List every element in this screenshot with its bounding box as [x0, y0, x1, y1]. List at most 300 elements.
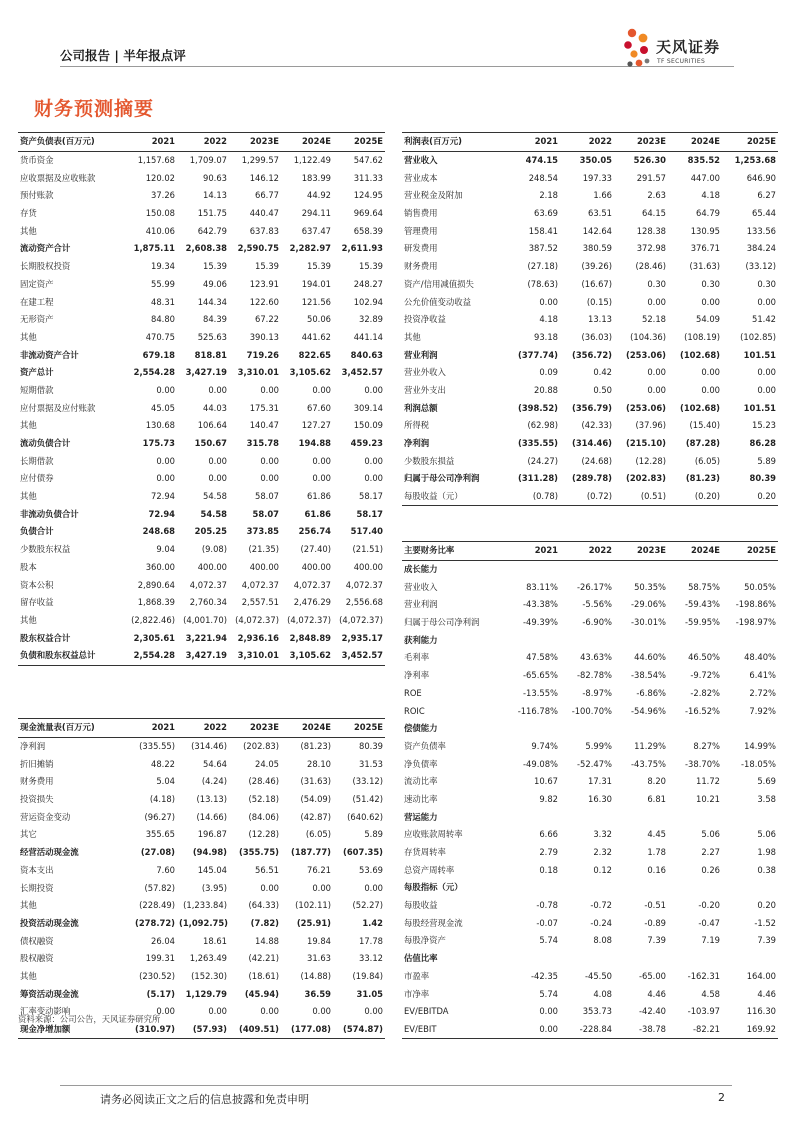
value-cell: 19.84: [307, 935, 331, 946]
value-cell: 372.98: [636, 243, 666, 254]
row-label: 营业收入: [404, 155, 438, 166]
row-label: 存货周转率: [404, 847, 446, 858]
value-cell: 0.00: [701, 367, 720, 378]
row-label: 总资产周转率: [404, 864, 455, 875]
table-row: [402, 914, 778, 932]
value-cell: 1,253.68: [734, 155, 776, 166]
column-header-cell: 2023E: [614, 542, 668, 561]
table-row: [402, 169, 778, 187]
value-cell: 6.66: [539, 829, 558, 840]
value-cell: (54.09): [300, 794, 331, 805]
table-row: [18, 240, 385, 258]
value-cell: (24.68): [581, 455, 612, 466]
value-cell: [668, 560, 722, 578]
table-row: [402, 861, 778, 879]
value-cell: 31.53: [359, 758, 383, 769]
value-cell: (314.46): [191, 741, 227, 752]
value-cell: -0.72: [590, 900, 612, 911]
value-cell: 0.20: [757, 900, 776, 911]
row-label: 归属于母公司净利润: [404, 473, 480, 484]
value-cell: (33.12): [745, 261, 776, 272]
row-label: 筹资活动现金流: [20, 988, 79, 999]
value-cell: 3.32: [593, 829, 612, 840]
value-cell: 0.09: [539, 367, 558, 378]
value-cell: 3,310.01: [237, 367, 279, 378]
value-cell: 49.06: [203, 278, 227, 289]
table-row: [402, 844, 778, 862]
value-cell: [560, 808, 614, 826]
value-cell: 1,709.07: [189, 155, 227, 166]
value-cell: (52.27): [352, 900, 383, 911]
value-cell: (102.85): [740, 331, 776, 342]
table-row: [402, 1003, 778, 1021]
row-label: 投资损失: [20, 794, 54, 805]
value-cell: 31.05: [356, 988, 383, 999]
value-cell: [506, 879, 560, 897]
value-cell: 120.02: [145, 172, 175, 183]
value-cell: -6.86%: [636, 687, 666, 698]
value-cell: -54.96%: [631, 705, 666, 716]
value-cell: 2,557.51: [241, 597, 279, 608]
row-label: 经营活动现金流: [20, 847, 79, 858]
value-cell: 44.03: [203, 402, 227, 413]
row-label: 负债和股东权益总计: [18, 647, 125, 665]
value-cell: 84.80: [151, 314, 175, 325]
value-cell: [506, 950, 560, 968]
value-cell: 390.13: [249, 331, 279, 342]
row-label: 营业外支出: [404, 384, 446, 395]
value-cell: [722, 950, 778, 968]
row-label: 获利能力: [404, 634, 438, 645]
table-row: [402, 151, 778, 169]
row-label: 股本: [20, 561, 37, 572]
column-header-cell: 2022: [560, 133, 614, 152]
value-cell: -59.95%: [685, 617, 720, 628]
value-cell: 45.05: [151, 402, 175, 413]
row-label: 无形资产: [20, 314, 54, 325]
table-row: [18, 541, 385, 559]
value-cell: [614, 808, 668, 826]
value-cell: -13.55%: [523, 687, 558, 698]
value-cell: 33.12: [359, 953, 383, 964]
value-cell: 102.94: [353, 296, 383, 307]
row-label: 汇率变动影响: [20, 1006, 71, 1017]
value-cell: 58.07: [255, 491, 279, 502]
table-row: [18, 968, 385, 986]
value-cell: [506, 560, 560, 578]
value-cell: 0.00: [539, 1006, 558, 1017]
value-cell: 835.52: [687, 155, 720, 166]
value-cell: -116.78%: [517, 705, 558, 716]
table-row: [402, 667, 778, 685]
value-cell: (202.83): [626, 473, 666, 484]
value-cell: (311.28): [518, 473, 558, 484]
value-cell: 175.73: [142, 438, 175, 449]
table-row: [402, 311, 778, 329]
value-cell: [722, 631, 778, 649]
value-cell: (4,001.70): [183, 614, 227, 625]
value-cell: 194.01: [301, 278, 331, 289]
value-cell: 1.42: [362, 917, 383, 928]
value-cell: (42.33): [581, 420, 612, 431]
value-cell: 86.28: [749, 438, 776, 449]
row-label: ROE: [404, 687, 422, 698]
value-cell: (0.20): [668, 488, 722, 506]
row-label: 其他: [20, 491, 37, 502]
value-cell: 400.00: [353, 561, 383, 572]
value-cell: (6.05): [305, 829, 331, 840]
value-cell: (640.62): [347, 811, 383, 822]
value-cell: 0.00: [647, 296, 666, 307]
value-cell: 2.79: [539, 847, 558, 858]
value-cell: (0.51): [614, 488, 668, 506]
row-label: 净利润: [404, 438, 430, 449]
row-label: 其他: [404, 331, 421, 342]
value-cell: (57.93): [177, 1021, 229, 1039]
value-cell: 0.20: [722, 488, 778, 506]
value-cell: (356.79): [572, 402, 612, 413]
value-cell: 205.25: [194, 526, 227, 537]
value-cell: (377.74): [518, 349, 558, 360]
value-cell: (187.77): [291, 847, 331, 858]
value-cell: -38.78: [614, 1021, 668, 1039]
value-cell: 0.00: [312, 1006, 331, 1017]
company-logo: [622, 26, 742, 72]
row-label: 营业利润: [404, 349, 438, 360]
table-row: [18, 399, 385, 417]
value-cell: 150.09: [353, 420, 383, 431]
value-cell: -9.72%: [690, 670, 720, 681]
value-cell: 122.60: [249, 296, 279, 307]
table-row: [18, 293, 385, 311]
row-label: 应付票据及应付账款: [20, 402, 96, 413]
value-cell: 5.74: [539, 935, 558, 946]
table-title-cell: 资产负债表(百万元): [18, 133, 125, 152]
value-cell: (6.05): [694, 455, 720, 466]
row-label: 其它: [20, 829, 37, 840]
value-cell: [668, 808, 722, 826]
row-label: 市盈率: [404, 970, 430, 981]
value-cell: -103.97: [687, 1006, 720, 1017]
value-cell: [614, 631, 668, 649]
value-cell: (202.83): [243, 741, 279, 752]
row-label: 流动负债合计: [20, 438, 71, 449]
value-cell: (230.52): [139, 970, 175, 981]
row-label: 市净率: [404, 988, 430, 999]
value-cell: [506, 631, 560, 649]
value-cell: 525.63: [197, 331, 227, 342]
value-cell: 470.75: [145, 331, 175, 342]
value-cell: (104.36): [630, 331, 666, 342]
column-header-cell: 2021: [506, 542, 560, 561]
value-cell: 15.39: [359, 261, 383, 272]
row-label: 其他: [20, 614, 37, 625]
value-cell: (16.67): [581, 278, 612, 289]
value-cell: 526.30: [633, 155, 666, 166]
value-cell: 637.83: [249, 225, 279, 236]
value-cell: 58.75%: [688, 581, 720, 592]
value-cell: 17.78: [359, 935, 383, 946]
value-cell: 150.67: [194, 438, 227, 449]
value-cell: (409.51): [229, 1021, 281, 1039]
value-cell: 0.30: [647, 278, 666, 289]
value-cell: 0.00: [701, 384, 720, 395]
value-cell: 6.41%: [749, 670, 776, 681]
value-cell: 7.60: [156, 864, 175, 875]
value-cell: (84.06): [248, 811, 279, 822]
value-cell: -42.40: [639, 1006, 666, 1017]
value-cell: (102.68): [680, 349, 720, 360]
table-row: [402, 276, 778, 294]
value-cell: 840.63: [350, 349, 383, 360]
value-cell: (177.08): [281, 1021, 333, 1039]
table-row: [18, 576, 385, 594]
value-cell: (27.18): [527, 261, 558, 272]
table-row: [402, 346, 778, 364]
value-cell: 18.61: [203, 935, 227, 946]
row-label: 营业外收入: [404, 367, 446, 378]
value-cell: 360.00: [145, 561, 175, 572]
value-cell: (3.95): [201, 882, 227, 893]
table-row: [402, 452, 778, 470]
table-row: [402, 240, 778, 258]
logo-flower-icon: [622, 26, 654, 70]
table-row: [18, 329, 385, 347]
table-row: [18, 897, 385, 915]
value-cell: 14.13: [203, 190, 227, 201]
value-cell: 410.06: [145, 225, 175, 236]
value-cell: (12.28): [635, 455, 666, 466]
value-cell: 48.40%: [744, 652, 776, 663]
value-cell: 158.41: [528, 225, 558, 236]
value-cell: (94.98): [192, 847, 227, 858]
value-cell: (335.55): [139, 741, 175, 752]
value-cell: -0.89: [644, 917, 666, 928]
value-cell: -8.97%: [582, 687, 612, 698]
value-cell: 67.22: [255, 314, 279, 325]
value-cell: -43.75%: [631, 758, 666, 769]
value-cell: 19.34: [151, 261, 175, 272]
row-label: 少数股东损益: [404, 455, 455, 466]
column-header-cell: 2023E: [614, 133, 668, 152]
value-cell: 2,760.34: [189, 597, 227, 608]
value-cell: 16.30: [588, 793, 612, 804]
value-cell: 15.39: [203, 261, 227, 272]
value-cell: -0.20: [698, 900, 720, 911]
value-cell: -16.52%: [685, 705, 720, 716]
value-cell: -228.84: [560, 1021, 614, 1039]
value-cell: 0.00: [757, 367, 776, 378]
table-row: [402, 435, 778, 453]
table-row: [402, 470, 778, 488]
value-cell: -2.82%: [690, 687, 720, 698]
value-cell: 441.14: [353, 331, 383, 342]
value-cell: 0.30: [701, 278, 720, 289]
value-cell: (607.35): [343, 847, 383, 858]
row-label: 速动比率: [404, 793, 438, 804]
value-cell: 11.72: [696, 776, 720, 787]
value-cell: 0.16: [647, 864, 666, 875]
table-row: [402, 631, 778, 649]
column-header-cell: 2023E: [229, 133, 281, 152]
value-cell: 5.74: [539, 988, 558, 999]
value-cell: 5.69: [757, 776, 776, 787]
value-cell: (45.94): [244, 988, 279, 999]
value-cell: 64.15: [642, 208, 666, 219]
value-cell: 164.00: [746, 970, 776, 981]
value-cell: 0.00: [364, 882, 383, 893]
value-cell: 2,305.61: [133, 632, 175, 643]
logo-english-name: TF SECURITIES: [657, 58, 706, 65]
value-cell: 719.26: [246, 349, 279, 360]
row-label: 营运资金变动: [20, 811, 71, 822]
value-cell: (14.88): [300, 970, 331, 981]
value-cell: 145.04: [197, 864, 227, 875]
table-row: [18, 505, 385, 523]
value-cell: (0.72): [560, 488, 614, 506]
row-label: 非流动资产合计: [20, 349, 79, 360]
table-row: [402, 578, 778, 596]
value-cell: -0.51: [644, 900, 666, 911]
value-cell: 642.79: [197, 225, 227, 236]
table-row: [18, 205, 385, 223]
value-cell: (398.52): [518, 402, 558, 413]
value-cell: 123.91: [249, 278, 279, 289]
row-label: 现金净增加额: [18, 1021, 125, 1039]
value-cell: [668, 950, 722, 968]
value-cell: 17.31: [588, 776, 612, 787]
row-label: 资产/信用减值损失: [404, 278, 474, 289]
value-cell: 3,105.62: [289, 367, 331, 378]
value-cell: 48.31: [151, 296, 175, 307]
page-number: 2: [718, 1091, 725, 1104]
value-cell: [614, 720, 668, 738]
value-cell: -82.78%: [577, 670, 612, 681]
row-label: 负债合计: [20, 526, 54, 537]
row-label: 研发费用: [404, 243, 438, 254]
value-cell: 400.00: [249, 561, 279, 572]
value-cell: 2.32: [593, 847, 612, 858]
value-cell: 1,157.68: [137, 155, 175, 166]
row-label: 短期借款: [20, 384, 54, 395]
value-cell: 4.46: [757, 988, 776, 999]
value-cell: 54.58: [200, 508, 227, 519]
value-cell: (21.51): [352, 544, 383, 555]
value-cell: 387.52: [528, 243, 558, 254]
table-row: [18, 470, 385, 488]
row-label: 每股经营现金流: [404, 917, 463, 928]
value-cell: 8.27%: [693, 740, 720, 751]
section-title: 财务预测摘要: [34, 98, 155, 120]
row-label: 每股收益（元）: [402, 488, 506, 506]
table-row: [402, 614, 778, 632]
value-cell: (314.46): [572, 438, 612, 449]
value-cell: (31.63): [300, 776, 331, 787]
value-cell: 72.94: [151, 491, 175, 502]
value-cell: -65.00: [639, 970, 666, 981]
table-row: [18, 862, 385, 880]
value-cell: 53.69: [359, 864, 383, 875]
value-cell: (12.28): [248, 829, 279, 840]
value-cell: 2,282.97: [289, 243, 331, 254]
value-cell: 54.58: [203, 491, 227, 502]
table-row: [18, 808, 385, 826]
value-cell: 350.05: [579, 155, 612, 166]
table-header-row: [18, 719, 385, 738]
value-cell: 50.35%: [634, 581, 666, 592]
value-cell: 50.06: [307, 314, 331, 325]
value-cell: 14.88: [255, 935, 279, 946]
footer-divider: [60, 1085, 732, 1086]
value-cell: [560, 720, 614, 738]
value-cell: 1,868.39: [137, 597, 175, 608]
value-cell: (102.11): [295, 900, 331, 911]
table-row: [18, 382, 385, 400]
column-header-cell: 2025E: [722, 542, 778, 561]
value-cell: 116.30: [746, 1006, 776, 1017]
value-cell: 101.51: [743, 402, 776, 413]
value-cell: -38.54%: [631, 670, 666, 681]
value-cell: 43.63%: [580, 652, 612, 663]
table-row: [18, 932, 385, 950]
value-cell: (39.26): [581, 261, 612, 272]
table-row: [402, 879, 778, 897]
table-row: [402, 222, 778, 240]
value-cell: [668, 720, 722, 738]
value-cell: 637.47: [301, 225, 331, 236]
value-cell: (57.82): [144, 882, 175, 893]
value-cell: 547.62: [353, 155, 383, 166]
value-cell: 196.87: [197, 829, 227, 840]
table-row: [402, 826, 778, 844]
value-cell: [722, 560, 778, 578]
value-cell: 11.29%: [634, 740, 666, 751]
value-cell: 248.27: [353, 278, 383, 289]
value-cell: 83.11%: [526, 581, 558, 592]
row-label: 归属于母公司净利润: [404, 617, 480, 628]
value-cell: 58.17: [356, 508, 383, 519]
row-label: 每股净资产: [404, 935, 446, 946]
value-cell: (15.40): [689, 420, 720, 431]
value-cell: 15.39: [307, 261, 331, 272]
table-row: [402, 488, 778, 506]
value-cell: 5.89: [757, 455, 776, 466]
column-header-cell: 2021: [125, 133, 177, 152]
value-cell: (289.78): [572, 473, 612, 484]
value-cell: 0.00: [208, 384, 227, 395]
income-statement-table: [402, 132, 778, 506]
value-cell: 28.10: [307, 758, 331, 769]
value-cell: 130.95: [690, 225, 720, 236]
value-cell: 7.92%: [749, 705, 776, 716]
row-label: 净负债率: [404, 758, 438, 769]
value-cell: (102.68): [680, 402, 720, 413]
value-cell: 0.00: [260, 1006, 279, 1017]
value-cell: 127.27: [301, 420, 331, 431]
value-cell: 0.00: [757, 296, 776, 307]
value-cell: [668, 631, 722, 649]
value-cell: 10.67: [534, 776, 558, 787]
value-cell: 128.38: [636, 225, 666, 236]
value-cell: 474.15: [525, 155, 558, 166]
value-cell: 56.51: [255, 864, 279, 875]
value-cell: (21.35): [248, 544, 279, 555]
table-row: [402, 364, 778, 382]
row-label: EV/EBITDA: [404, 1006, 449, 1017]
value-cell: 440.47: [249, 208, 279, 219]
value-cell: (253.06): [626, 402, 666, 413]
value-cell: -0.78: [536, 900, 558, 911]
